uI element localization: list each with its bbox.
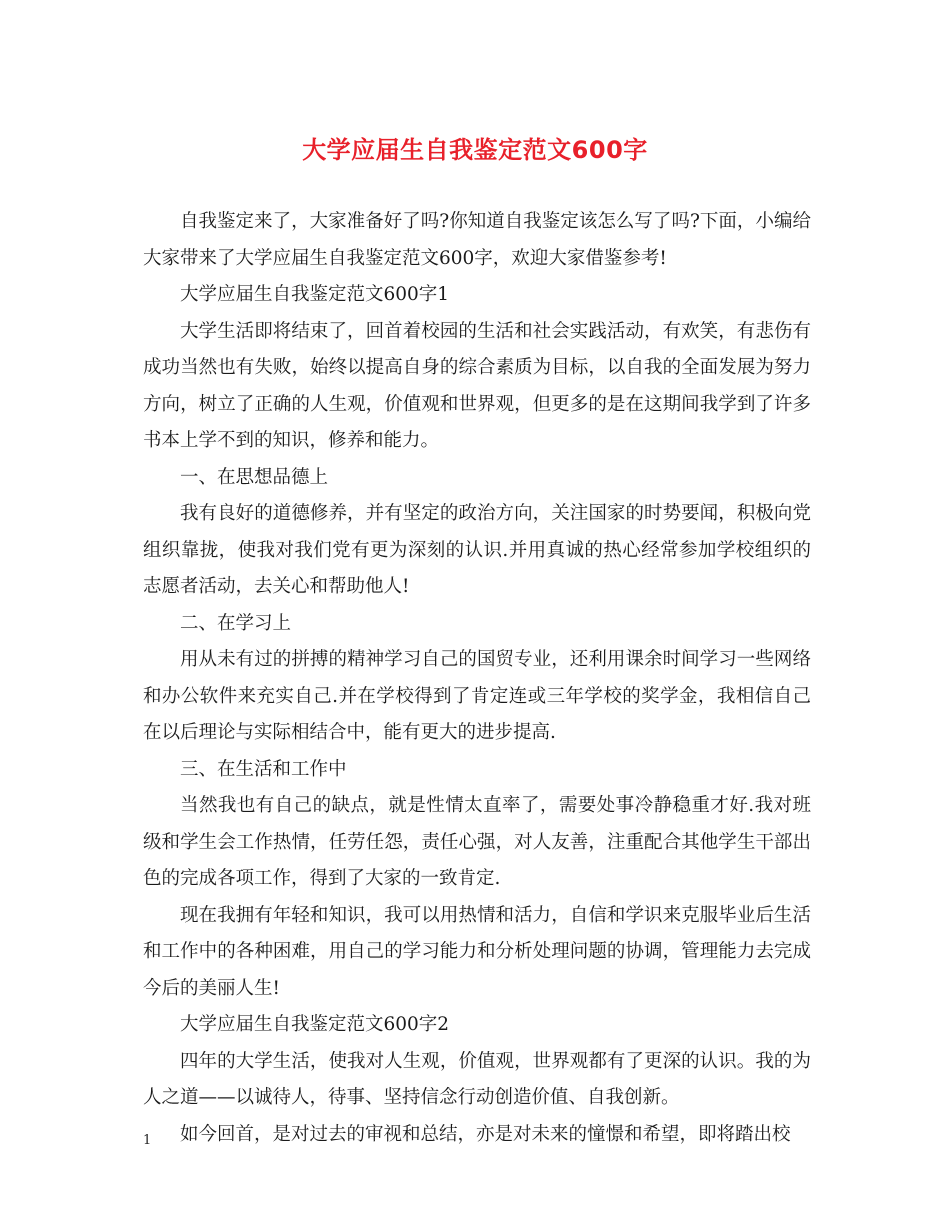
paragraph: 大学生活即将结束了，回首着校园的生活和社会实践活动，有欢笑，有悲伤有成功当然也有失败，始终以提高自身的综合素质为目标，以自我的全面发展为努力方向，树立了正确的人生观，价值观和世界观，但更多的是在这期间我学到了许多书本上学不到的知识，修养和能力。: [143, 320, 811, 451]
document-title: 大学应届生自我鉴定范文600字: [302, 136, 648, 164]
subheading-study: 二、在学习上: [180, 612, 292, 634]
paragraph: 如今回首，是对过去的审视和总结，亦是对未来的憧憬和希望，即将踏出校: [180, 1123, 791, 1145]
paragraph: 四年的大学生活，使我对人生观，价值观，世界观都有了更深的认识。我的为人之道——以诚待人，待事、坚持信念行动创造价值、自我创新。: [143, 1050, 811, 1108]
paragraph: 我有良好的道德修养，并有坚定的政治方向，关注国家的时势要闻，积极向党组织靠拢，使我对我们党有更为深刻的认识.并用真诚的热心经常参加学校组织的志愿者活动，去关心和帮助他人!: [143, 503, 811, 597]
subheading-life-work: 三、在生活和工作中: [180, 758, 347, 780]
paragraph: 用从未有过的拼搏的精神学习自己的国贸专业，还利用课余时间学习一些网络和办公软件来充实自己.并在学校得到了肯定连或三年学校的奖学金，我相信自己在以后理论与实际相结合中，能有更大的进步提高.: [143, 649, 811, 743]
page-number: 1: [143, 1133, 152, 1148]
subheading-moral: 一、在思想品德上: [180, 466, 329, 488]
section-heading-2: 大学应届生自我鉴定范文600字2: [180, 1014, 450, 1035]
paragraph-intro: 自我鉴定来了，大家准备好了吗?你知道自我鉴定该怎么写了吗?下面，小编给大家带来了大学应届生自我鉴定范文600字，欢迎大家借鉴参考!: [143, 211, 811, 269]
paragraph: 当然我也有自己的缺点，就是性情太直率了，需要处事冷静稳重才好.我对班级和学生会工作热情，任劳任怨，责任心强，对人友善，注重配合其他学生干部出色的完成各项工作，得到了大家的一致肯定.: [143, 795, 811, 889]
section-heading-1: 大学应届生自我鉴定范文600字1: [180, 284, 450, 305]
paragraph: 现在我拥有年轻和知识，我可以用热情和活力，自信和学识来克服毕业后生活和工作中的各种困难，用自己的学习能力和分析处理问题的协调，管理能力去完成今后的美丽人生!: [143, 904, 811, 999]
document-body: [143, 204, 811, 1153]
